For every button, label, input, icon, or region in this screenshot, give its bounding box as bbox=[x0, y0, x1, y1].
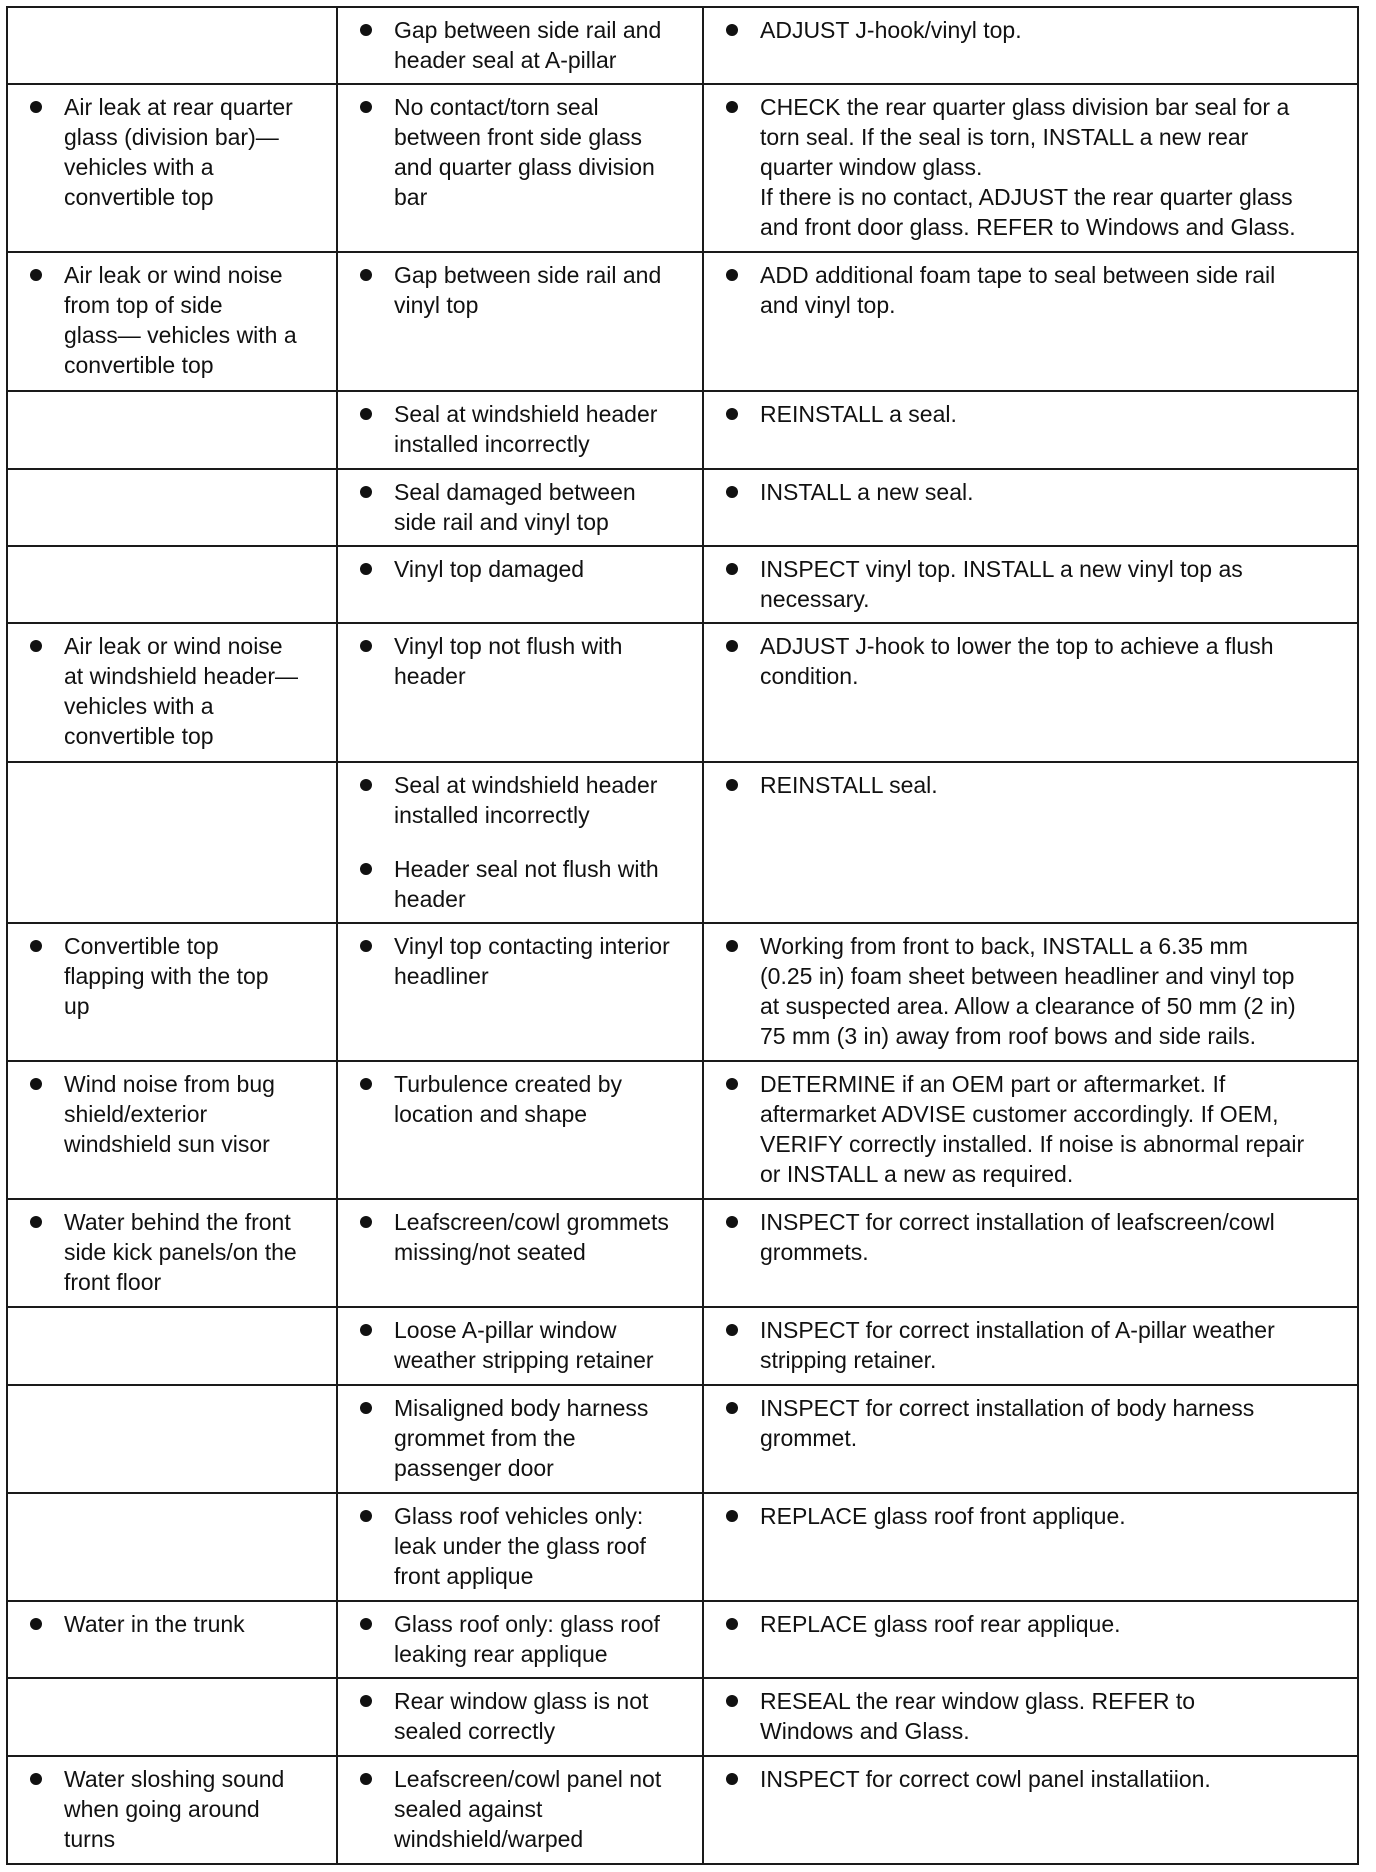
action-cell bbox=[703, 7, 1358, 84]
action-text: Working from front to back, INSTALL a 6.35 mm (0.25 in) foam sheet between headliner and vinyl top at suspected area. Allow a clearance of 50 mm (2 in) 75 mm (3 in) away from roof bows and side rails. bbox=[760, 933, 1296, 1049]
bullet-icon bbox=[726, 779, 738, 791]
bullet-item bbox=[726, 1069, 1355, 1189]
bullet-item bbox=[360, 15, 696, 75]
bullet-item bbox=[360, 770, 696, 830]
condition-cell bbox=[7, 391, 337, 469]
table-row bbox=[7, 623, 1358, 762]
action-cell bbox=[703, 391, 1358, 469]
cause-text: Header seal not flush with header bbox=[394, 856, 659, 912]
bullet-icon bbox=[360, 101, 372, 113]
table-row bbox=[7, 469, 1358, 546]
bullet-item bbox=[360, 1501, 696, 1591]
bullet-icon bbox=[30, 1773, 42, 1785]
action-cell bbox=[703, 1307, 1358, 1385]
cause-text: Gap between side rail and vinyl top bbox=[394, 262, 662, 318]
action-cell bbox=[703, 1678, 1358, 1756]
cause-text: Leafscreen/cowl grommets missing/not seated bbox=[394, 1209, 669, 1265]
bullet-item bbox=[360, 631, 696, 691]
bullet-item bbox=[360, 92, 696, 212]
condition-cell bbox=[7, 7, 337, 84]
condition-text: Water sloshing sound when going around turns bbox=[64, 1766, 285, 1852]
condition-cell bbox=[7, 1199, 337, 1307]
bullet-icon bbox=[726, 486, 738, 498]
bullet-item bbox=[726, 1393, 1355, 1453]
bullet-icon bbox=[726, 101, 738, 113]
bullet-item bbox=[726, 1315, 1355, 1375]
bullet-item bbox=[360, 554, 696, 584]
action-cell bbox=[703, 623, 1358, 762]
condition-text: Water in the trunk bbox=[64, 1611, 245, 1637]
action-text: DETERMINE if an OEM part or aftermarket. If aftermarket ADVISE customer accordingly. If OEM, VERIFY correctly installed. If noise is abnormal repair or INSTALL a new as required. bbox=[760, 1071, 1305, 1187]
table-row bbox=[7, 1307, 1358, 1385]
action-text: INSPECT for correct installation of leafscreen/cowl grommets. bbox=[760, 1209, 1275, 1265]
bullet-item bbox=[726, 1764, 1355, 1794]
action-cell bbox=[703, 1199, 1358, 1307]
bullet-item bbox=[360, 477, 696, 537]
possible-source-cell bbox=[337, 469, 703, 546]
bullet-icon bbox=[360, 1324, 372, 1336]
bullet-item bbox=[360, 1609, 696, 1669]
bullet-item bbox=[30, 92, 330, 212]
action-cell bbox=[703, 546, 1358, 623]
table-row bbox=[7, 252, 1358, 391]
bullet-item bbox=[30, 1207, 330, 1297]
bullet-icon bbox=[726, 408, 738, 420]
cause-text: Misaligned body harness grommet from the passenger door bbox=[394, 1395, 649, 1481]
action-text: REINSTALL seal. bbox=[760, 772, 938, 798]
bullet-item bbox=[726, 260, 1355, 320]
bullet-item bbox=[360, 1686, 696, 1746]
cause-text: Gap between side rail and header seal at A-pillar bbox=[394, 17, 662, 73]
action-cell bbox=[703, 1756, 1358, 1864]
table-row bbox=[7, 7, 1358, 84]
table-row bbox=[7, 1678, 1358, 1756]
possible-source-cell bbox=[337, 1756, 703, 1864]
possible-source-cell bbox=[337, 1601, 703, 1678]
possible-source-cell bbox=[337, 84, 703, 252]
table-row bbox=[7, 1199, 1358, 1307]
action-cell bbox=[703, 1385, 1358, 1493]
bullet-item bbox=[726, 931, 1355, 1051]
cause-text: Leafscreen/cowl panel not sealed against windshield/warped bbox=[394, 1766, 662, 1852]
condition-cell bbox=[7, 1601, 337, 1678]
action-text: REPLACE glass roof front applique. bbox=[760, 1503, 1126, 1529]
bullet-item bbox=[726, 399, 1355, 429]
bullet-icon bbox=[726, 1618, 738, 1630]
bullet-item bbox=[726, 477, 1355, 507]
bullet-item bbox=[360, 1393, 696, 1483]
action-cell bbox=[703, 1061, 1358, 1199]
table-row bbox=[7, 84, 1358, 252]
action-cell bbox=[703, 923, 1358, 1061]
table-row bbox=[7, 1601, 1358, 1678]
bullet-icon bbox=[726, 1773, 738, 1785]
condition-cell bbox=[7, 1678, 337, 1756]
action-text: INSPECT for correct installation of body harness grommet. bbox=[760, 1395, 1255, 1451]
bullet-icon bbox=[360, 940, 372, 952]
bullet-item bbox=[360, 854, 696, 914]
condition-text: Air leak at rear quarter glass (division bar)— vehicles with a convertible top bbox=[64, 94, 293, 210]
bullet-item bbox=[360, 1069, 696, 1129]
bullet-item bbox=[726, 1609, 1355, 1639]
bullet-icon bbox=[360, 408, 372, 420]
bullet-icon bbox=[360, 1078, 372, 1090]
possible-source-cell bbox=[337, 1307, 703, 1385]
bullet-item bbox=[726, 1686, 1355, 1746]
bullet-item bbox=[726, 770, 1355, 800]
bullet-icon bbox=[360, 1510, 372, 1522]
bullet-icon bbox=[726, 640, 738, 652]
table-row bbox=[7, 546, 1358, 623]
possible-source-cell bbox=[337, 546, 703, 623]
cause-text: Rear window glass is not sealed correctly bbox=[394, 1688, 649, 1744]
bullet-item bbox=[360, 399, 696, 459]
bullet-item bbox=[30, 1069, 330, 1159]
cause-text: Vinyl top contacting interior headliner bbox=[394, 933, 670, 989]
bullet-item bbox=[30, 1764, 330, 1854]
possible-source-cell bbox=[337, 1199, 703, 1307]
bullet-icon bbox=[726, 24, 738, 36]
bullet-item bbox=[726, 92, 1355, 242]
condition-text: Water behind the front side kick panels/on the front floor bbox=[64, 1209, 297, 1295]
cause-text: Vinyl top damaged bbox=[394, 556, 585, 582]
bullet-item bbox=[726, 15, 1355, 45]
table-row bbox=[7, 1385, 1358, 1493]
bullet-icon bbox=[30, 1078, 42, 1090]
bullet-icon bbox=[30, 101, 42, 113]
action-cell bbox=[703, 762, 1358, 923]
action-text: REPLACE glass roof rear applique. bbox=[760, 1611, 1121, 1637]
cause-text: Seal damaged between side rail and vinyl top bbox=[394, 479, 636, 535]
bullet-item bbox=[360, 1315, 696, 1375]
bullet-item bbox=[360, 1207, 696, 1267]
bullet-item bbox=[726, 631, 1355, 691]
bullet-item bbox=[30, 631, 330, 751]
condition-cell bbox=[7, 252, 337, 391]
bullet-icon bbox=[360, 486, 372, 498]
cause-text: Glass roof only: glass roof leaking rear applique bbox=[394, 1611, 660, 1667]
condition-cell bbox=[7, 84, 337, 252]
action-cell bbox=[703, 84, 1358, 252]
action-text: INSTALL a new seal. bbox=[760, 479, 974, 505]
action-cell bbox=[703, 469, 1358, 546]
action-text: ADD additional foam tape to seal between side rail and vinyl top. bbox=[760, 262, 1276, 318]
condition-text: Wind noise from bug shield/exterior windshield sun visor bbox=[64, 1071, 275, 1157]
action-cell bbox=[703, 1601, 1358, 1678]
condition-text: Air leak or wind noise at windshield header— vehicles with a convertible top bbox=[64, 633, 298, 749]
action-cell bbox=[703, 252, 1358, 391]
table-row bbox=[7, 762, 1358, 923]
bullet-item bbox=[30, 260, 330, 380]
cause-text: Glass roof vehicles only: leak under the glass roof front applique bbox=[394, 1503, 646, 1589]
bullet-icon bbox=[726, 1216, 738, 1228]
bullet-icon bbox=[726, 563, 738, 575]
bullet-item bbox=[726, 554, 1355, 614]
bullet-icon bbox=[360, 1402, 372, 1414]
possible-source-cell bbox=[337, 1678, 703, 1756]
bullet-item bbox=[30, 1609, 330, 1639]
bullet-icon bbox=[726, 1402, 738, 1414]
action-text: REINSTALL a seal. bbox=[760, 401, 957, 427]
bullet-item bbox=[726, 1207, 1355, 1267]
condition-text: Convertible top flapping with the top up bbox=[64, 933, 269, 1019]
cause-text: Loose A-pillar window weather stripping retainer bbox=[394, 1317, 654, 1373]
cause-text: No contact/torn seal between front side glass and quarter glass division bar bbox=[394, 94, 655, 210]
condition-cell bbox=[7, 469, 337, 546]
possible-source-cell bbox=[337, 1385, 703, 1493]
possible-source-cell bbox=[337, 391, 703, 469]
diagnosis-table-body bbox=[7, 7, 1358, 1864]
cause-text: Vinyl top not flush with header bbox=[394, 633, 623, 689]
bullet-item bbox=[360, 1764, 696, 1854]
condition-cell bbox=[7, 762, 337, 923]
action-text: INSPECT for correct cowl panel installatiion. bbox=[760, 1766, 1211, 1792]
bullet-icon bbox=[726, 1324, 738, 1336]
table-row bbox=[7, 1493, 1358, 1601]
bullet-icon bbox=[30, 1216, 42, 1228]
cause-text: Turbulence created by location and shape bbox=[394, 1071, 623, 1127]
possible-source-cell bbox=[337, 923, 703, 1061]
condition-cell bbox=[7, 546, 337, 623]
bullet-item bbox=[360, 931, 696, 991]
bullet-item bbox=[30, 931, 330, 1021]
bullet-icon bbox=[726, 1510, 738, 1522]
diagnosis-table bbox=[6, 6, 1359, 1865]
bullet-icon bbox=[360, 1773, 372, 1785]
possible-source-cell bbox=[337, 7, 703, 84]
bullet-icon bbox=[360, 863, 372, 875]
action-text: CHECK the rear quarter glass division bar seal for a torn seal. If the seal is torn, INSTALL a new rear quarter window glass. If there is no contact, ADJUST the rear quarter glass and front door glass. REFER to Windows and Glass. bbox=[760, 94, 1296, 240]
possible-source-cell bbox=[337, 1061, 703, 1199]
possible-source-cell bbox=[337, 762, 703, 923]
action-cell bbox=[703, 1493, 1358, 1601]
bullet-icon bbox=[360, 24, 372, 36]
condition-cell bbox=[7, 1493, 337, 1601]
possible-source-cell bbox=[337, 623, 703, 762]
bullet-icon bbox=[726, 940, 738, 952]
bullet-icon bbox=[30, 1618, 42, 1630]
condition-cell bbox=[7, 923, 337, 1061]
condition-text: Air leak or wind noise from top of side glass— vehicles with a convertible top bbox=[64, 262, 297, 378]
bullet-icon bbox=[726, 1695, 738, 1707]
cause-text: Seal at windshield header installed incorrectly bbox=[394, 772, 658, 828]
bullet-icon bbox=[360, 779, 372, 791]
condition-cell bbox=[7, 1756, 337, 1864]
condition-cell bbox=[7, 1307, 337, 1385]
action-text: ADJUST J-hook/vinyl top. bbox=[760, 17, 1022, 43]
table-row bbox=[7, 923, 1358, 1061]
condition-cell bbox=[7, 1061, 337, 1199]
possible-source-cell bbox=[337, 252, 703, 391]
table-row bbox=[7, 1061, 1358, 1199]
action-text: RESEAL the rear window glass. REFER to Windows and Glass. bbox=[760, 1688, 1196, 1744]
possible-source-cell bbox=[337, 1493, 703, 1601]
bullet-icon bbox=[30, 940, 42, 952]
bullet-icon bbox=[726, 1078, 738, 1090]
action-text: ADJUST J-hook to lower the top to achieve a flush condition. bbox=[760, 633, 1274, 689]
table-row bbox=[7, 391, 1358, 469]
bullet-icon bbox=[360, 1695, 372, 1707]
bullet-icon bbox=[30, 640, 42, 652]
bullet-icon bbox=[360, 269, 372, 281]
bullet-icon bbox=[360, 1216, 372, 1228]
bullet-icon bbox=[360, 1618, 372, 1630]
table-row bbox=[7, 1756, 1358, 1864]
condition-cell bbox=[7, 623, 337, 762]
action-text: INSPECT vinyl top. INSTALL a new vinyl top as necessary. bbox=[760, 556, 1243, 612]
bullet-icon bbox=[360, 563, 372, 575]
action-text: INSPECT for correct installation of A-pillar weather stripping retainer. bbox=[760, 1317, 1275, 1373]
bullet-item bbox=[726, 1501, 1355, 1531]
bullet-icon bbox=[30, 269, 42, 281]
bullet-icon bbox=[726, 269, 738, 281]
cause-text: Seal at windshield header installed incorrectly bbox=[394, 401, 658, 457]
bullet-icon bbox=[360, 640, 372, 652]
bullet-item bbox=[360, 260, 696, 320]
condition-cell bbox=[7, 1385, 337, 1493]
